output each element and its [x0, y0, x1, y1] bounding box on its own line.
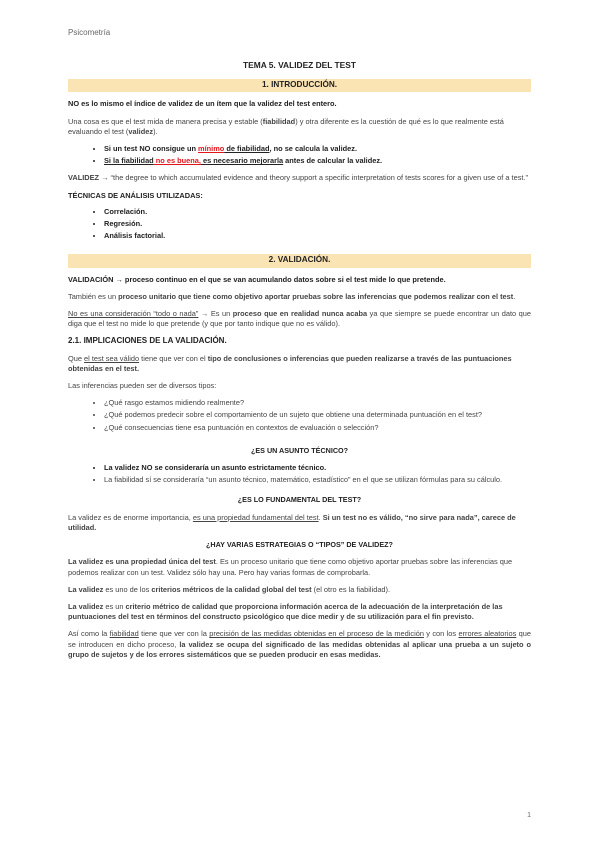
techniques-list — [68, 207, 531, 242]
definition-label: VALIDEZ → — [68, 173, 111, 183]
highlight-minimo: mínimo — [198, 144, 225, 154]
fundamental-paragraph — [68, 513, 531, 533]
bold-run: La validez — [68, 584, 104, 594]
text-run: . Es un proceso unitario que tiene como objetivo aportar pruebas sobre las inferencias que podemos realizar con un test. Validez sólo hay una. Pero hay varias formas de comprobarla. — [68, 557, 513, 577]
validacion-continuo — [68, 309, 531, 329]
bold-run: La validez es una propiedad única del test — [68, 557, 216, 567]
validez-definition — [68, 173, 531, 183]
list-item: • ¿Qué podemos predecir sobre el comportamiento de un sujeto que obtiene una determinada puntuación en el test? — [104, 410, 531, 420]
underlined-run: fiabilidad — [109, 629, 139, 639]
list-item: • ¿Qué rasgo estamos midiendo realmente? — [104, 398, 531, 408]
criterios-metricos-paragraph — [68, 585, 531, 595]
techniques-title: TÉCNICAS DE ANÁLISIS UTILIZADAS: — [68, 190, 203, 200]
criterio-calidad-paragraph — [68, 602, 531, 622]
question-heading-tipos: ¿HAY VARIAS ESTRATEGIAS O “TIPOS” DE VALIDEZ? — [206, 540, 393, 550]
list-item — [104, 144, 531, 154]
inferencias-intro: Las inferencias pueden ser de diversos tipos: — [68, 381, 217, 391]
underlined-run: No es una consideración “todo o nada” — [68, 309, 199, 319]
document-title: TEMA 5. VALIDEZ DEL TEST — [243, 60, 356, 70]
list-item: • Análisis factorial. — [104, 231, 531, 241]
implicaciones-paragraph — [68, 354, 531, 374]
list-item: • La fiabilidad sí se consideraría “un asunto técnico, matemático, estadístico” en el que se utilizan fórmulas para su cálculo. — [104, 475, 531, 485]
text-run: Así como la — [68, 629, 110, 639]
bold-run: criterios métricos de la calidad global del test — [151, 584, 312, 594]
list-item: • La validez NO se consideraría un asunto estrictamente técnico. — [104, 463, 531, 473]
text-run: Una cosa es que el test mida de manera precisa y estable ( — [68, 116, 263, 126]
list-item: • Correlación. — [104, 207, 531, 217]
fiabilidad-vs-validez-paragraph — [68, 629, 531, 660]
text-run: También es un — [68, 291, 119, 301]
inferencias-list — [68, 398, 531, 433]
tecnico-list — [68, 463, 531, 485]
bold-run: La validez — [68, 601, 104, 611]
term-fiabilidad: fiabilidad — [262, 116, 296, 126]
intro-paragraph — [68, 117, 531, 137]
page-content — [68, 60, 531, 667]
text-run: . — [318, 512, 323, 522]
intro-bullet-list — [68, 144, 531, 166]
text-run: (el otro es la fiabilidad). — [311, 584, 391, 594]
text-run: tiene que ver con la — [138, 629, 210, 639]
bold-run: tipo de conclusiones o inferencias que pueden realizarse a través de las puntuaciones obtenidas en el test. — [68, 353, 512, 373]
text-run: , no se calcula la validez. — [269, 144, 357, 154]
underlined-run: precisión de las medidas obtenidas en el proceso de la medición — [209, 629, 424, 639]
bold-run: proceso unitario que tiene como objetivo aportar pruebas sobre las inferencias que podemos realizar con el test — [118, 291, 514, 301]
page-number: 1 — [527, 812, 531, 819]
list-item: • Regresión. — [104, 219, 531, 229]
text-run: ya que siempre se puede encontrar un dato que diga que el test no mide lo que pretende (y que por tanto indique que no es válido). — [68, 309, 531, 329]
underlined-run: es necesario mejorarla — [200, 156, 284, 166]
text-run: Que — [68, 353, 85, 363]
bold-run: proceso que en realidad nunca acaba — [232, 309, 368, 319]
text-run: que se introducen en dicho proceso, — [68, 629, 531, 649]
text-run: La validez es de enorme importancia, — [68, 512, 193, 522]
text-run: tiene que ver con el — [139, 353, 208, 363]
underlined-run: Si la fiabilidad — [104, 156, 154, 166]
highlight-no-es-buena: no es buena, — [153, 156, 201, 166]
intro-statement: NO es lo mismo el índice de validez de un ítem que la validez del test entero. — [68, 99, 337, 109]
text-run: ) y otra diferente es la cuestión de qué es lo que realmente está evaluando el test ( — [68, 116, 504, 136]
underlined-run: de fiabilidad — [224, 144, 270, 154]
underlined-run: el test sea válido — [84, 353, 140, 363]
bold-run: criterio métrico de calidad que proporciona información acerca de la adecuación de la interpretación de las puntuaciones del test en términos del constructo psicológico que dice medir y de su utilización para el fin previsto. — [68, 601, 503, 622]
validacion-definition: VALIDACIÓN → proceso continuo en el que se van acumulando datos sobre si el test mide lo que pretende. — [68, 274, 446, 284]
bold-run: la validez se ocupa del significado de las medidas obtenidas al aplicar una prueba a un sujeto o grupo de sujetos y de los errores sistemáticos que se pueden producir en esas medidas. — [68, 639, 531, 659]
list-item: • ¿Qué consecuencias tiene esa puntuación en contextos de evaluación o selección? — [104, 423, 531, 433]
text-run: es un — [103, 601, 126, 611]
text-run: antes de calcular la validez. — [283, 156, 383, 166]
text-run: Si un test NO consigue un — [104, 144, 199, 154]
propiedad-unica-paragraph — [68, 557, 531, 577]
section-band-validacion: 2. VALIDACIÓN. — [68, 254, 531, 267]
list-item — [104, 156, 531, 166]
definition-text: “the degree to which accumulated evidence and theory support a specific interpretation of tests scores for a given use of a test.” — [110, 173, 528, 183]
text-run: → Es un — [198, 309, 233, 319]
validacion-unitario — [68, 292, 531, 302]
text-run: ). — [153, 126, 158, 136]
text-run: es uno de los — [103, 584, 152, 594]
question-heading-fundamental: ¿ES LO FUNDAMENTAL DEL TEST? — [237, 495, 362, 505]
bold-run: Si un test no es válido, “no sirve para nada”, carece de utilidad. — [68, 512, 516, 532]
underlined-run: es una propiedad fundamental del test — [192, 512, 319, 522]
question-heading-tecnico: ¿ES UN ASUNTO TÉCNICO? — [250, 445, 349, 455]
text-run: . — [513, 291, 516, 301]
subsection-title: 2.1. IMPLICACIONES DE LA VALIDACIÓN. — [68, 336, 227, 346]
underlined-run: errores aleatorios — [458, 629, 517, 639]
term-validez: validez — [128, 126, 154, 136]
text-run: y con los — [423, 629, 459, 639]
running-header: Psicometría — [68, 28, 111, 37]
section-band-introduccion: 1. INTRODUCCIÓN. — [68, 79, 531, 92]
